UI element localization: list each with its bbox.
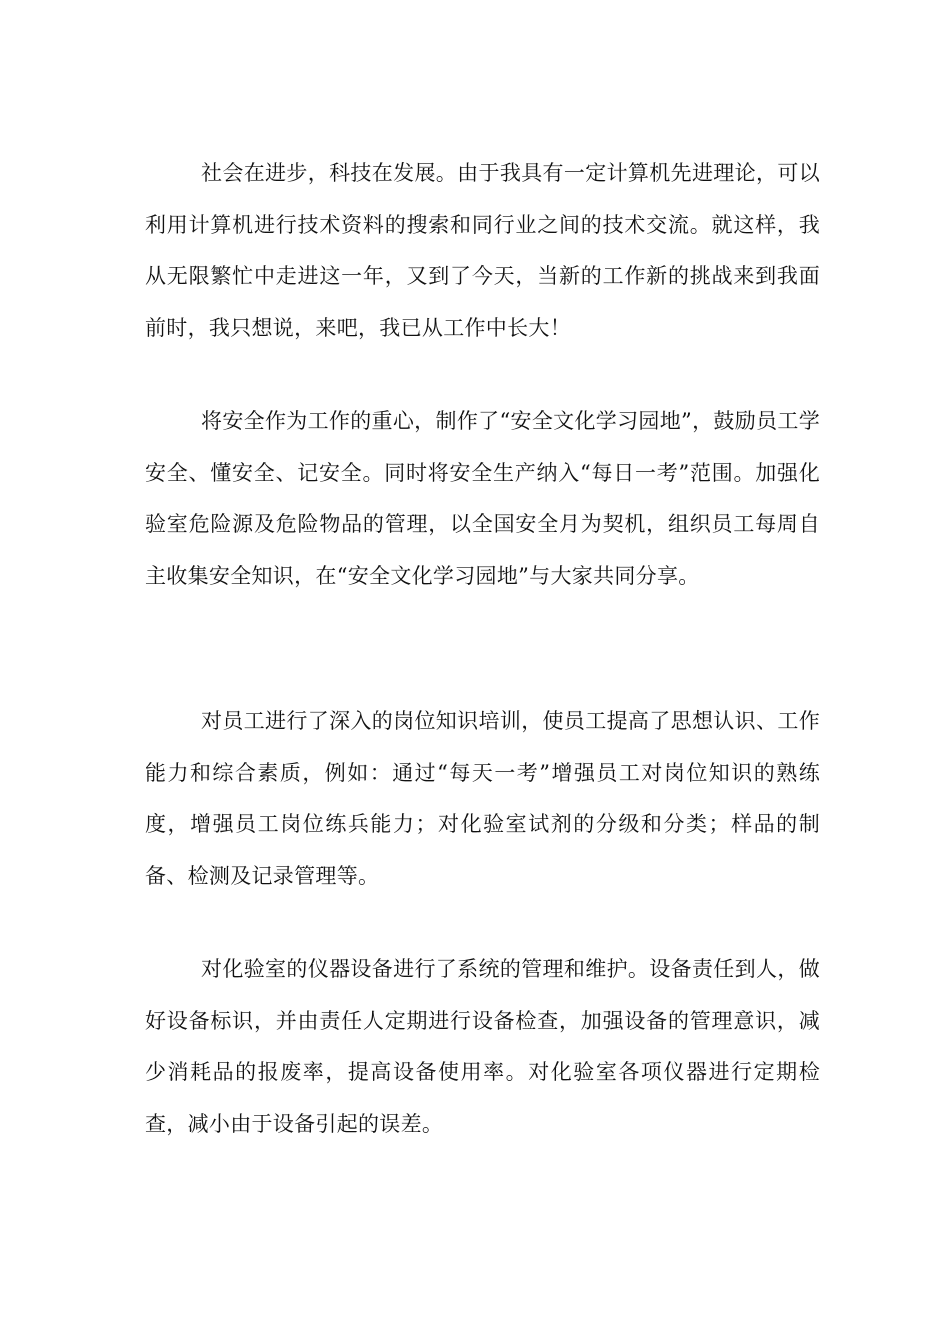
paragraph-equipment-maintenance: 对化验室的仪器设备进行了系统的管理和维护。设备责任到人，做好设备标识，并由责任人定期进行设备检查，加强设备的管理意识，减少消耗品的报废率，提高设备使用率。对化验室各项仪器进行定期检查，减小由于设备引起的误差。 — [145, 957, 820, 1136]
paragraph-staff-training: 对员工进行了深入的岗位知识培训，使员工提高了思想认识、工作能力和综合素质，例如：通过“每天一考”增强员工对岗位知识的熟练度，增强员工岗位练兵能力；对化验室试剂的分级和分类；样品的制备、检测及记录管理等。 — [145, 709, 820, 888]
paragraph-technology-progress: 社会在进步，科技在发展。由于我具有一定计算机先进理论，可以利用计算机进行技术资料的搜索和同行业之间的技术交流。就这样，我从无限繁忙中走进这一年，又到了今天，当新的工作新的挑战来到我面前时，我只想说，来吧，我已从工作中长大！ — [145, 161, 820, 340]
paragraph-safety-focus: 将安全作为工作的重心，制作了“安全文化学习园地”，鼓励员工学安全、懂安全、记安全。同时将安全生产纳入“每日一考”范围。加强化验室危险源及危险物品的管理，以全国安全月为契机，组织员工每周自主收集安全知识，在“安全文化学习园地”与大家共同分享。 — [145, 409, 820, 588]
